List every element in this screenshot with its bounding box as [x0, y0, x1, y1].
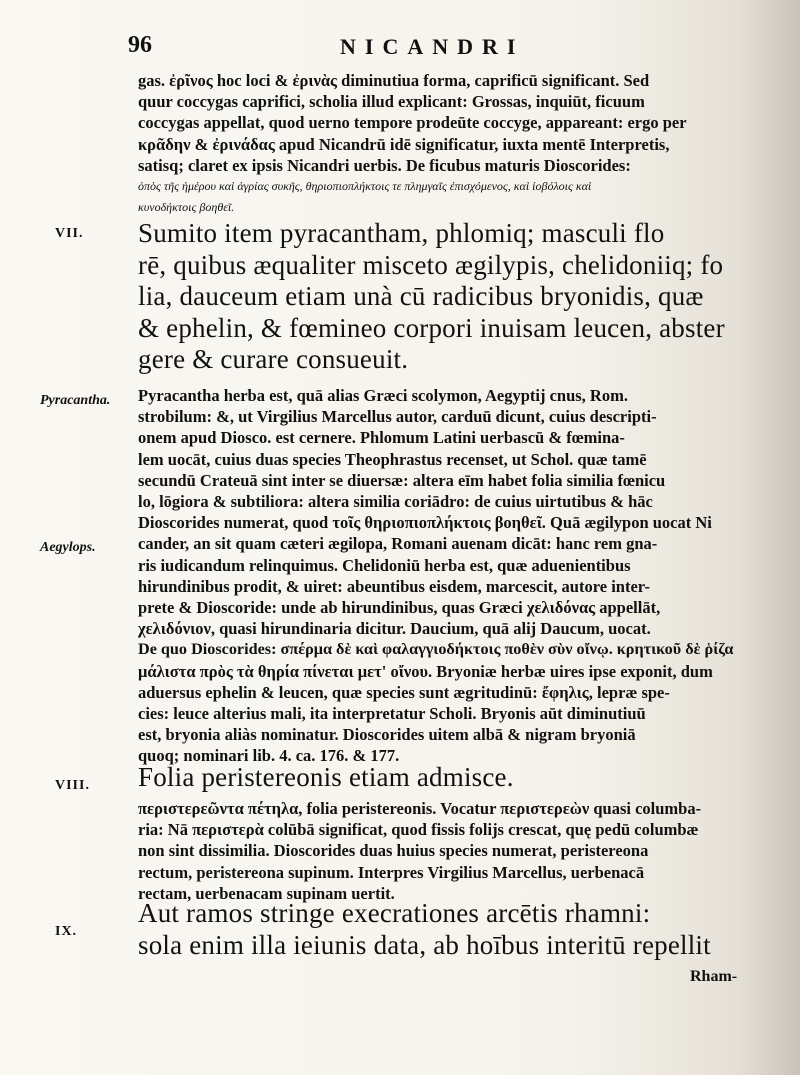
- commentary-viii: [138, 798, 743, 904]
- text-line: Dioscorides numerat, quod τοῖς θηριοπιοπλήκτοις βοηθεῖ. Quā ægilypon uocat Ni: [138, 513, 712, 533]
- text-line: coccygas appellat, quod uerno tempore prodeūte coccyge, appareant: ergo per: [138, 113, 687, 133]
- text-line: prete & Dioscoride: unde ab hirundinibus, quas Græci χελιδόνας appellāt,: [138, 598, 661, 618]
- verse-line: & ephelin, & fœmineo corpori inuisam leucen, abster: [138, 312, 725, 343]
- text-line: ris iudicandum relinquimus. Chelidoniū herba est, quæ aduenientibus: [138, 555, 631, 575]
- text-line: quur coccygas caprifici, scholia illud explicant: Grossas, inquiūt, ficuum: [138, 92, 645, 112]
- running-head: NICANDRI: [340, 34, 525, 59]
- verse-line: sola enim illa ieiunis data, ab hoībus interitū repellit: [138, 929, 711, 960]
- text-line: secundū Crateuā sint inter se diuersæ: altera eīm habet folia similia fœnicu: [138, 470, 666, 490]
- text-line: est, bryonia aliàs nominatur. Dioscorides uitem albā & nigram bryoniā: [138, 725, 636, 745]
- text-line: lo, lōgiora & subtiliora: altera similia coriādro: de cuius uirtutibus & hāc: [138, 492, 653, 512]
- text-line: strobilum: &, ut Virgilius Marcellus autor, carduū dicunt, cuius descripti-: [138, 407, 657, 427]
- page-edge-shadow: [740, 0, 800, 1075]
- greek-line: κυνοδήκτοις βοηθεῖ.: [138, 200, 235, 215]
- text-line: hirundinibus prodit, & uiret: abeuntibus eisdem, marcescit, autore inter-: [138, 576, 650, 596]
- text-line: rectam, uerbenacam supinam uertit.: [138, 883, 395, 903]
- text-line: non sint dissimilia. Dioscorides duas huius species numerat, peristereona: [138, 841, 649, 861]
- verse-line: lia, dauceum etiam unà cū radicibus bryonidis, quæ: [138, 281, 704, 311]
- text-line: cander, an sit quam cæteri ægilopa, Romani auenam dicāt: hanc rem gna-: [138, 534, 658, 554]
- verse-viii: [138, 762, 743, 794]
- text-line: Pyracantha herba est, quā alias Græci scolymon, Aegyptij cnus, Rom.: [138, 386, 628, 405]
- margin-numeral-viii: VIII.: [55, 778, 90, 793]
- margin-numeral-vii: VII.: [55, 226, 84, 241]
- verse-line: Folia peristereonis etiam admisce.: [138, 762, 514, 792]
- text-line: quoq; nominari lib. 4. ca. 176. & 177.: [138, 746, 400, 766]
- margin-note-pyracantha: Pyracantha.: [40, 393, 111, 408]
- text-line: ria: Nā περιστερὰ colūbā significat, quod fissis folijs crescat, quę pedū columbæ: [138, 820, 699, 840]
- verse-vii: [138, 218, 743, 376]
- catchword: Rham-: [690, 968, 738, 985]
- text-line: lem uocāt, cuius duas species Theophrastus recenset, ut Schol. quæ tamē: [138, 449, 647, 469]
- page-header: [0, 32, 800, 62]
- margin-numeral-ix: IX.: [55, 924, 78, 939]
- text-line: gas. ἐρῖνος hoc loci & ἐρινὰς diminutiua forma, caprificū significant. Sed: [138, 71, 650, 90]
- verse-line: rē, quibus æqualiter misceto ægilypis, chelidoniiq; fo: [138, 249, 724, 280]
- text-line: μάλιστα πρὸς τὰ θηρία πίνεται μετ' οἴνου. Bryoniæ herbæ uires ipse exponit, dum: [138, 661, 713, 681]
- margin-note-aegylops: Aegylops.: [40, 540, 96, 555]
- text-line: χελιδόνιον, quasi hirundinaria dicitur. Daucium, quā alij Daucum, uocat.: [138, 619, 651, 639]
- text-line: περιστερεῶντα πέτηλα, folia peristereonis. Vocatur περιστερεὼν quasi columba-: [138, 799, 702, 818]
- greek-line: ὀπὸς τῆς ἡμέρου καὶ ἀγρίας συκῆς, θηριοπιοπλήκτοις τε πλημγαῖς ἐπισχόμενος, καὶ ἰοβόλοις καὶ: [138, 179, 592, 194]
- page-number: 96: [128, 32, 152, 58]
- text-line: aduersus ephelin & leucen, quæ species sunt ægritudinū: ἔφηλις, lepræ spe-: [138, 682, 670, 702]
- text-line: rectum, peristereona supinum. Interpres Virgilius Marcellus, uerbenacā: [138, 862, 645, 882]
- text-line: onem apud Diosco. est cernere. Phlomum Latini uerbascū & fœmina-: [138, 428, 625, 448]
- commentary-vii: [138, 385, 743, 767]
- text-line: κρᾶδην & ἐρινάδας apud Nicandrū idē significatur, iuxta mentē Interpretis,: [138, 134, 670, 154]
- intro-commentary: [138, 70, 743, 218]
- verse-line: Sumito item pyracantham, phlomiq; masculi flo: [138, 218, 665, 248]
- text-line: cies: leuce alterius mali, ita interpretatur Scholi. Bryonis aūt diminutiuū: [138, 704, 646, 724]
- verse-ix: [138, 898, 743, 961]
- text-line: satisq; claret ex ipsis Nicandri uerbis. De ficubus maturis Dioscorides:: [138, 155, 631, 175]
- verse-line: gere & curare consueuit.: [138, 344, 409, 374]
- text-line: De quo Dioscorides: σπέρμα δὲ καὶ φαλαγγιοδήκτοις ποθὲν σὺν οἴνῳ. κρητικοῦ δὲ ῥίζα: [138, 640, 734, 659]
- verse-line: Aut ramos stringe execrationes arcētis rhamni:: [138, 898, 651, 928]
